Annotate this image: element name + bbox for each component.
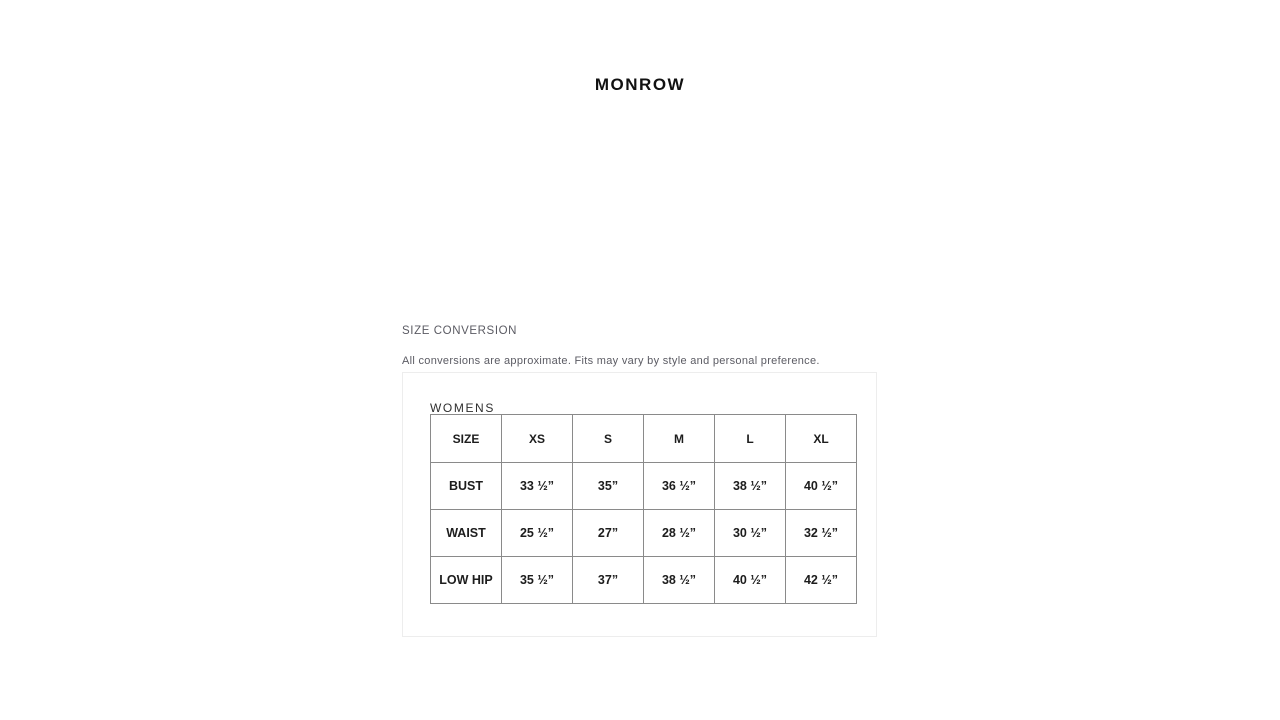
size-chart-group-label: WOMENS bbox=[430, 401, 495, 415]
column-header-s: S bbox=[573, 415, 644, 463]
column-header-xl: XL bbox=[786, 415, 857, 463]
table-row-bust bbox=[431, 463, 857, 510]
size-cell: 42 ½” bbox=[786, 557, 857, 604]
size-chart-panel bbox=[402, 372, 877, 637]
row-label: LOW HIP bbox=[431, 557, 502, 604]
size-cell: 27” bbox=[573, 510, 644, 557]
size-cell: 36 ½” bbox=[644, 463, 715, 510]
size-cell: 28 ½” bbox=[644, 510, 715, 557]
column-header-size: SIZE bbox=[431, 415, 502, 463]
table-row-low-hip bbox=[431, 557, 857, 604]
column-header-l: L bbox=[715, 415, 786, 463]
column-header-m: M bbox=[644, 415, 715, 463]
size-chart-table bbox=[430, 414, 857, 604]
disclaimer-text: All conversions are approximate. Fits may vary by style and personal preference. bbox=[402, 355, 820, 367]
table-row-waist bbox=[431, 510, 857, 557]
size-cell: 40 ½” bbox=[786, 463, 857, 510]
section-title: SIZE CONVERSION bbox=[402, 325, 518, 337]
table-header-row bbox=[431, 415, 857, 463]
size-cell: 40 ½” bbox=[715, 557, 786, 604]
size-cell: 38 ½” bbox=[644, 557, 715, 604]
row-label: BUST bbox=[431, 463, 502, 510]
size-cell: 37” bbox=[573, 557, 644, 604]
size-cell: 30 ½” bbox=[715, 510, 786, 557]
size-cell: 35” bbox=[573, 463, 644, 510]
size-cell: 35 ½” bbox=[502, 557, 573, 604]
size-cell: 25 ½” bbox=[502, 510, 573, 557]
column-header-xs: XS bbox=[502, 415, 573, 463]
size-cell: 38 ½” bbox=[715, 463, 786, 510]
size-cell: 32 ½” bbox=[786, 510, 857, 557]
brand-logo[interactable]: MONROW bbox=[594, 75, 686, 94]
row-label: WAIST bbox=[431, 510, 502, 557]
size-cell: 33 ½” bbox=[502, 463, 573, 510]
